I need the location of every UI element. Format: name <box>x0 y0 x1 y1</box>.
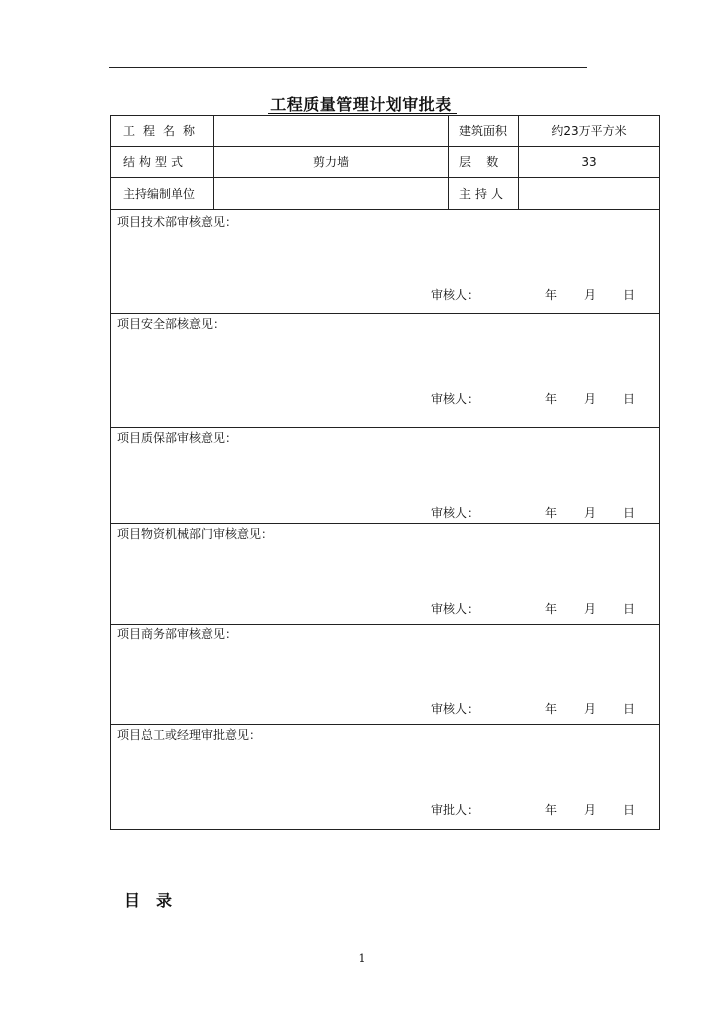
section-divider <box>111 523 659 524</box>
section-technical-month: 月 <box>584 288 597 302</box>
section-commerce-label: 项目商务部审核意见： <box>117 627 238 641</box>
section-safety-signer: 审核人： <box>431 392 480 406</box>
row-divider <box>111 177 659 178</box>
section-quality-month: 月 <box>584 506 597 520</box>
section-materials-year: 年 <box>545 602 558 616</box>
project-name-label: 工程名称 <box>123 124 204 138</box>
section-technical-label: 项目技术部审核意见： <box>117 215 238 229</box>
section-manager-year: 年 <box>545 803 558 817</box>
floors-label: 层 数 <box>459 155 499 169</box>
approval-form <box>110 115 660 830</box>
building-area-label: 建筑面积 <box>459 124 508 138</box>
section-quality-year: 年 <box>545 506 558 520</box>
toc-title: 目录 <box>124 891 189 910</box>
title-underline <box>268 113 457 114</box>
row-divider <box>111 209 659 210</box>
section-commerce-month: 月 <box>584 702 597 716</box>
section-manager-month: 月 <box>584 803 597 817</box>
section-divider <box>111 313 659 314</box>
section-divider <box>111 724 659 725</box>
section-commerce-signer: 审核人： <box>431 702 480 716</box>
section-quality-day: 日 <box>623 506 636 520</box>
col-divider <box>448 116 449 209</box>
section-divider <box>111 427 659 428</box>
section-safety-day: 日 <box>623 392 636 406</box>
host-label: 主持人 <box>459 187 508 201</box>
header-rule <box>109 67 587 68</box>
section-safety-label: 项目安全部核意见： <box>117 317 226 331</box>
section-technical-day: 日 <box>623 288 636 302</box>
section-manager-day: 日 <box>623 803 636 817</box>
structure-label: 结构型式 <box>123 155 188 169</box>
section-quality-label: 项目质保部审核意见： <box>117 431 238 445</box>
section-technical-year: 年 <box>545 288 558 302</box>
section-materials-month: 月 <box>584 602 597 616</box>
section-technical-signer: 审核人： <box>431 288 480 302</box>
floors-value: 33 <box>581 155 597 169</box>
section-commerce-day: 日 <box>623 702 636 716</box>
section-divider <box>111 624 659 625</box>
section-materials-signer: 审核人： <box>431 602 480 616</box>
section-commerce-year: 年 <box>545 702 558 716</box>
structure-value: 剪力墙 <box>312 155 349 169</box>
section-manager-signer: 审批人： <box>431 803 480 817</box>
section-safety-year: 年 <box>545 392 558 406</box>
document-title: 工程质量管理计划审批表 <box>270 95 452 114</box>
section-quality-signer: 审核人： <box>431 506 480 520</box>
section-materials-day: 日 <box>623 602 636 616</box>
page-number: 1 <box>358 952 366 965</box>
section-safety-month: 月 <box>584 392 597 406</box>
building-area-value: 约23万平方米 <box>551 124 627 138</box>
editor-unit-label: 主持编制单位 <box>123 187 196 201</box>
section-manager-label: 项目总工或经理审批意见： <box>117 728 262 742</box>
section-materials-label: 项目物资机械部门审核意见： <box>117 527 274 541</box>
row-divider <box>111 146 659 147</box>
